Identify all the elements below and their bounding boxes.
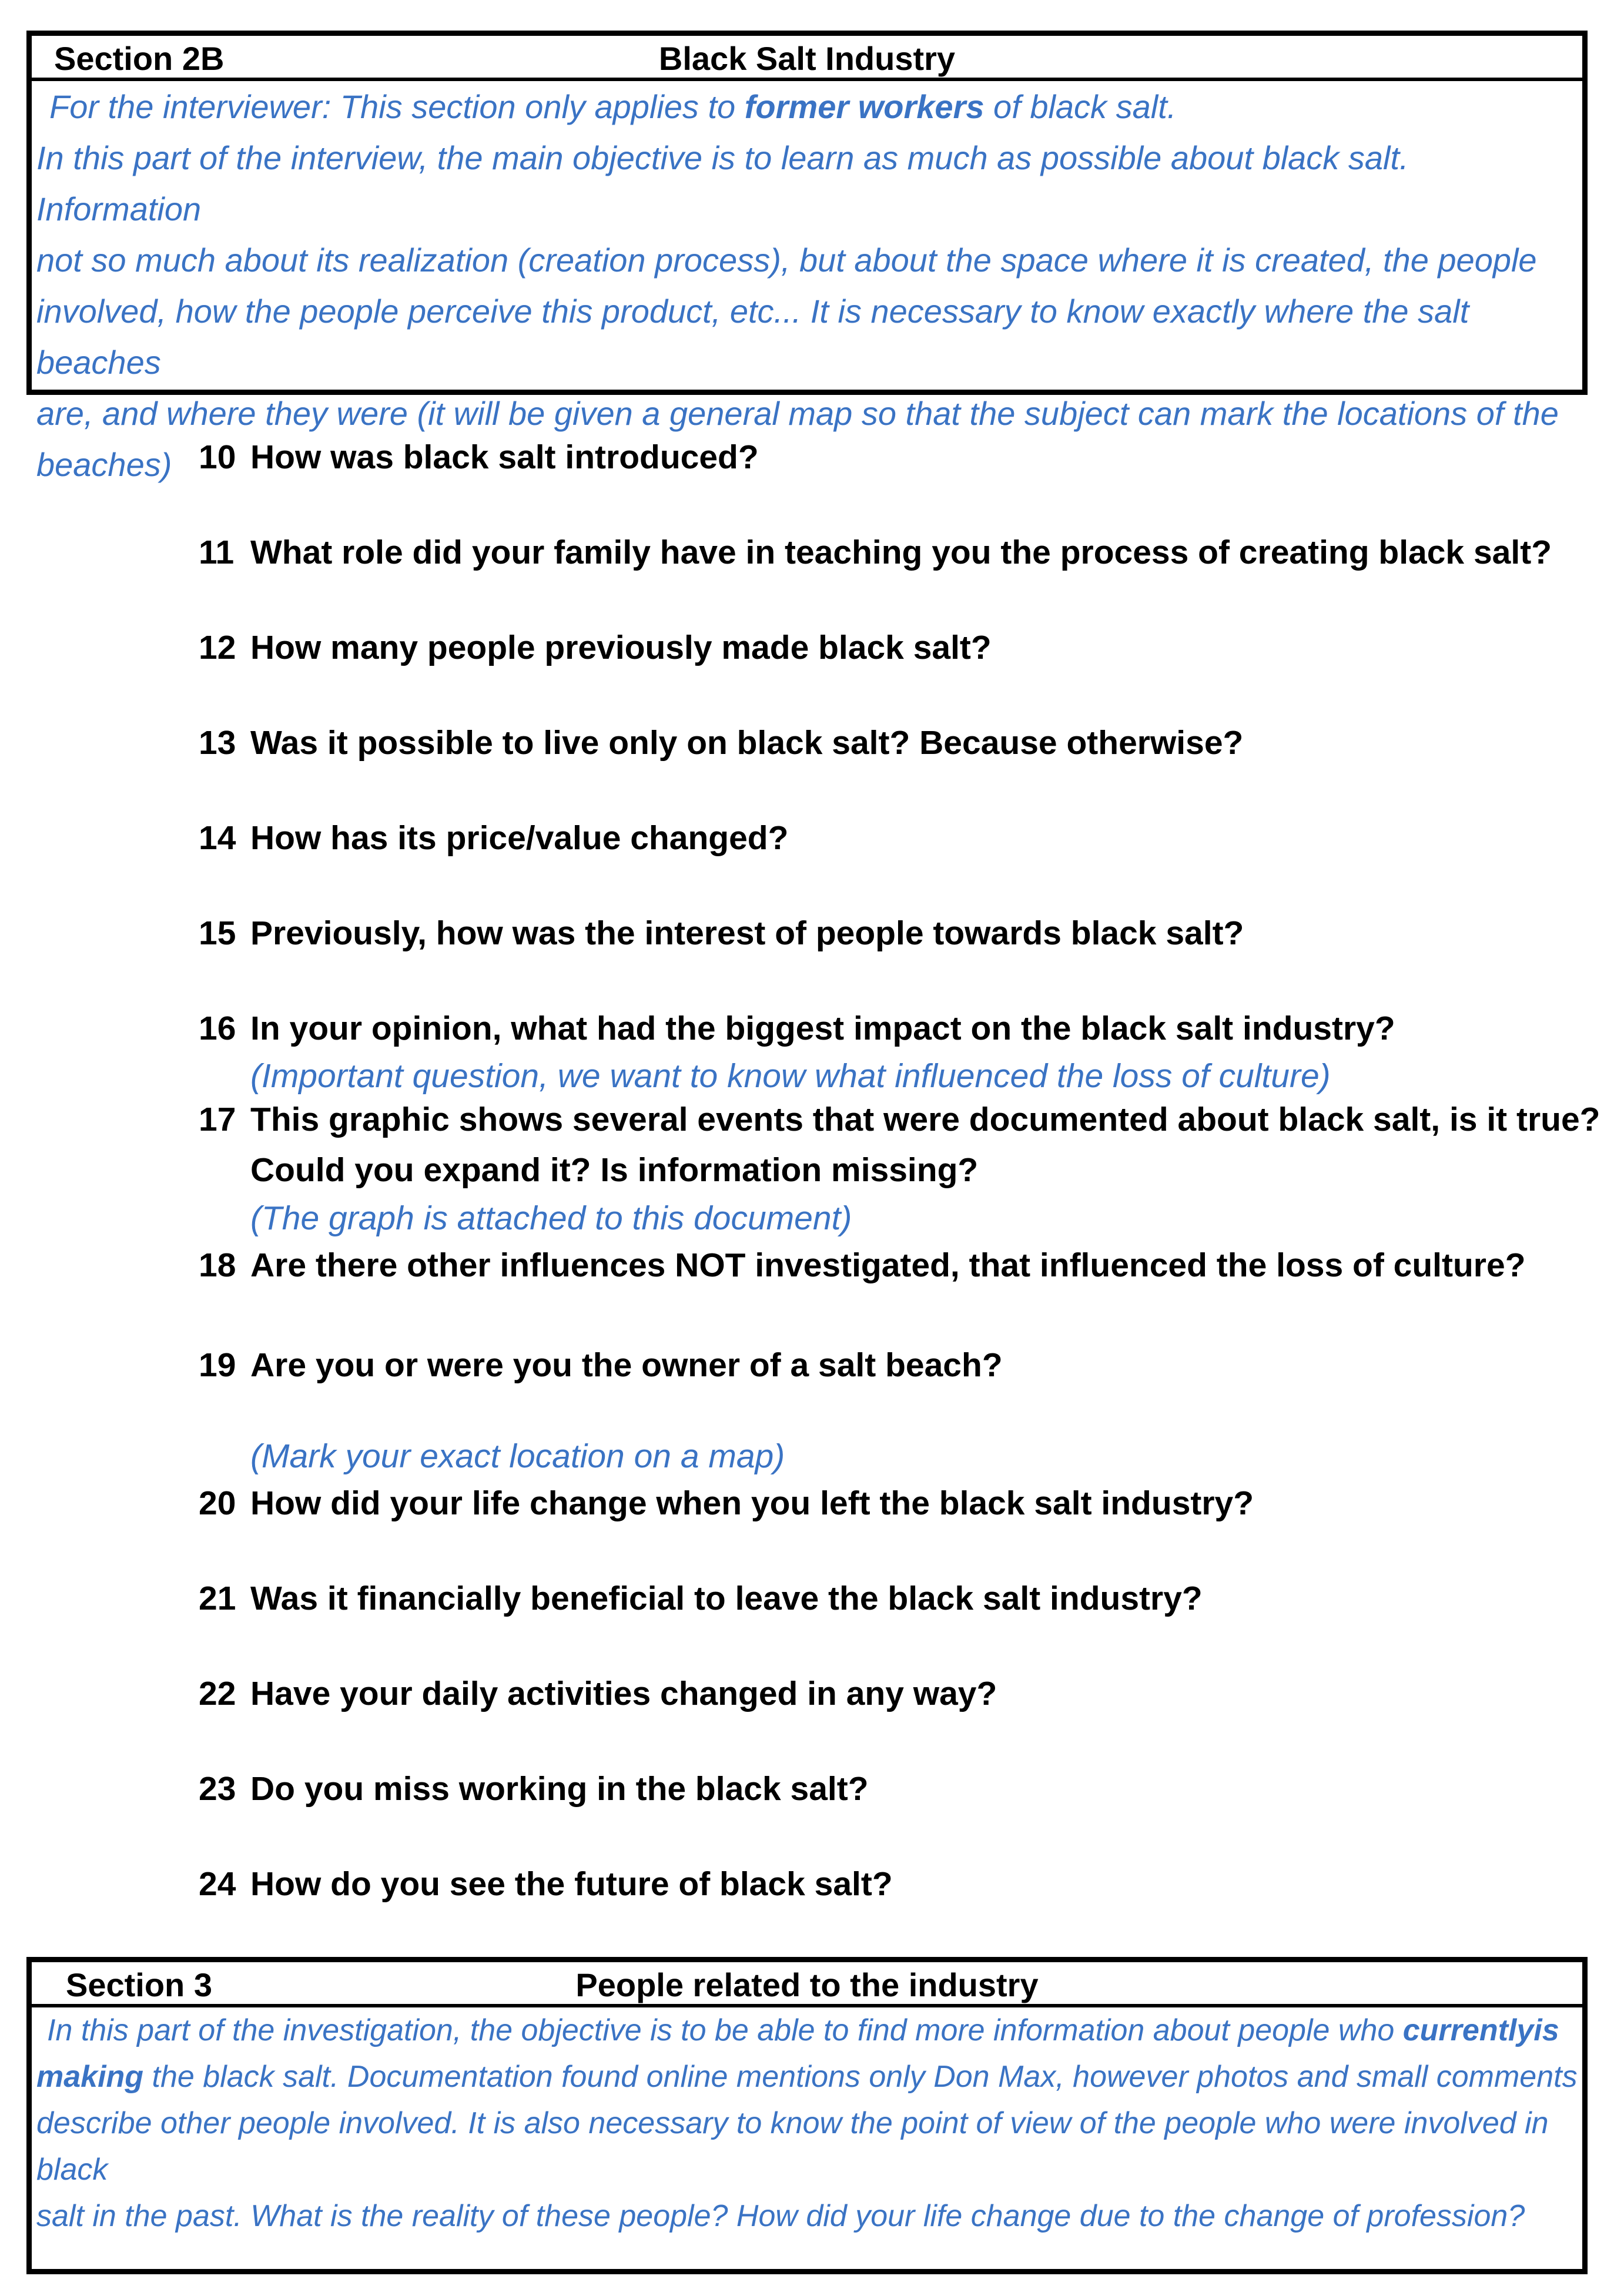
former-workers-emphasis: former workers: [744, 88, 985, 125]
section-2b-instructions: [32, 81, 1582, 490]
section-2b-line: In this part of the interview, the main objective is to learn as much as possible about black salt. Information: [36, 139, 1409, 227]
section-3-line: describe other people involved. It is also necessary to know the point of view of the people who were involved in black: [36, 2106, 1549, 2187]
question-17-note: (The graph is attached to this document): [250, 1199, 852, 1237]
section-2b-box: [26, 31, 1588, 483]
making-emphasis: making: [36, 2060, 144, 2094]
section-2b-code: Section 2B: [54, 40, 225, 77]
section-3-title: People related to the industry: [575, 1966, 1039, 2003]
section-3-header: [32, 1962, 1582, 2007]
section-2b-title: Black Salt Industry: [658, 40, 956, 77]
section-2b-line: are, and where they were (it will be given a general map so that the subject can mark the locations of the: [36, 395, 1559, 432]
section-2b-line: beaches): [36, 446, 172, 483]
question-17-continued: Could you expand it? Is information missing?: [250, 1151, 979, 1189]
section-3-line: salt in the past. What is the reality of these people? How did your life change due to the change of profession?: [36, 2199, 1525, 2233]
section-2b-line: involved, how the people perceive this product, etc... It is necessary to know exactly where the salt beaches: [36, 293, 1469, 381]
section-3-code: Section 3: [66, 1966, 212, 2003]
section-2b-header: [32, 36, 1582, 81]
question-16-note: (Important question, we want to know what influenced the loss of culture): [250, 1057, 1331, 1095]
question-19-note: (Mark your exact location on a map): [250, 1437, 785, 1475]
section-3-line: In this part of the investigation, the objective is to be able to find more information about people who currentlyis: [47, 2013, 1559, 2047]
currently-emphasis: currentlyis: [1402, 2013, 1559, 2047]
section-3-box: [26, 1957, 1588, 2274]
section-2b-line: not so much about its realization (creation process), but about the space where it is created, the people: [36, 242, 1537, 279]
section-3-line: making the black salt. Documentation found online mentions only Don Max, however photos and small comments: [36, 2060, 1578, 2094]
section-3-instructions: [32, 2007, 1582, 2240]
section-2b-intro: For the interviewer: This section only applies to former workers of black salt.: [49, 88, 1177, 125]
